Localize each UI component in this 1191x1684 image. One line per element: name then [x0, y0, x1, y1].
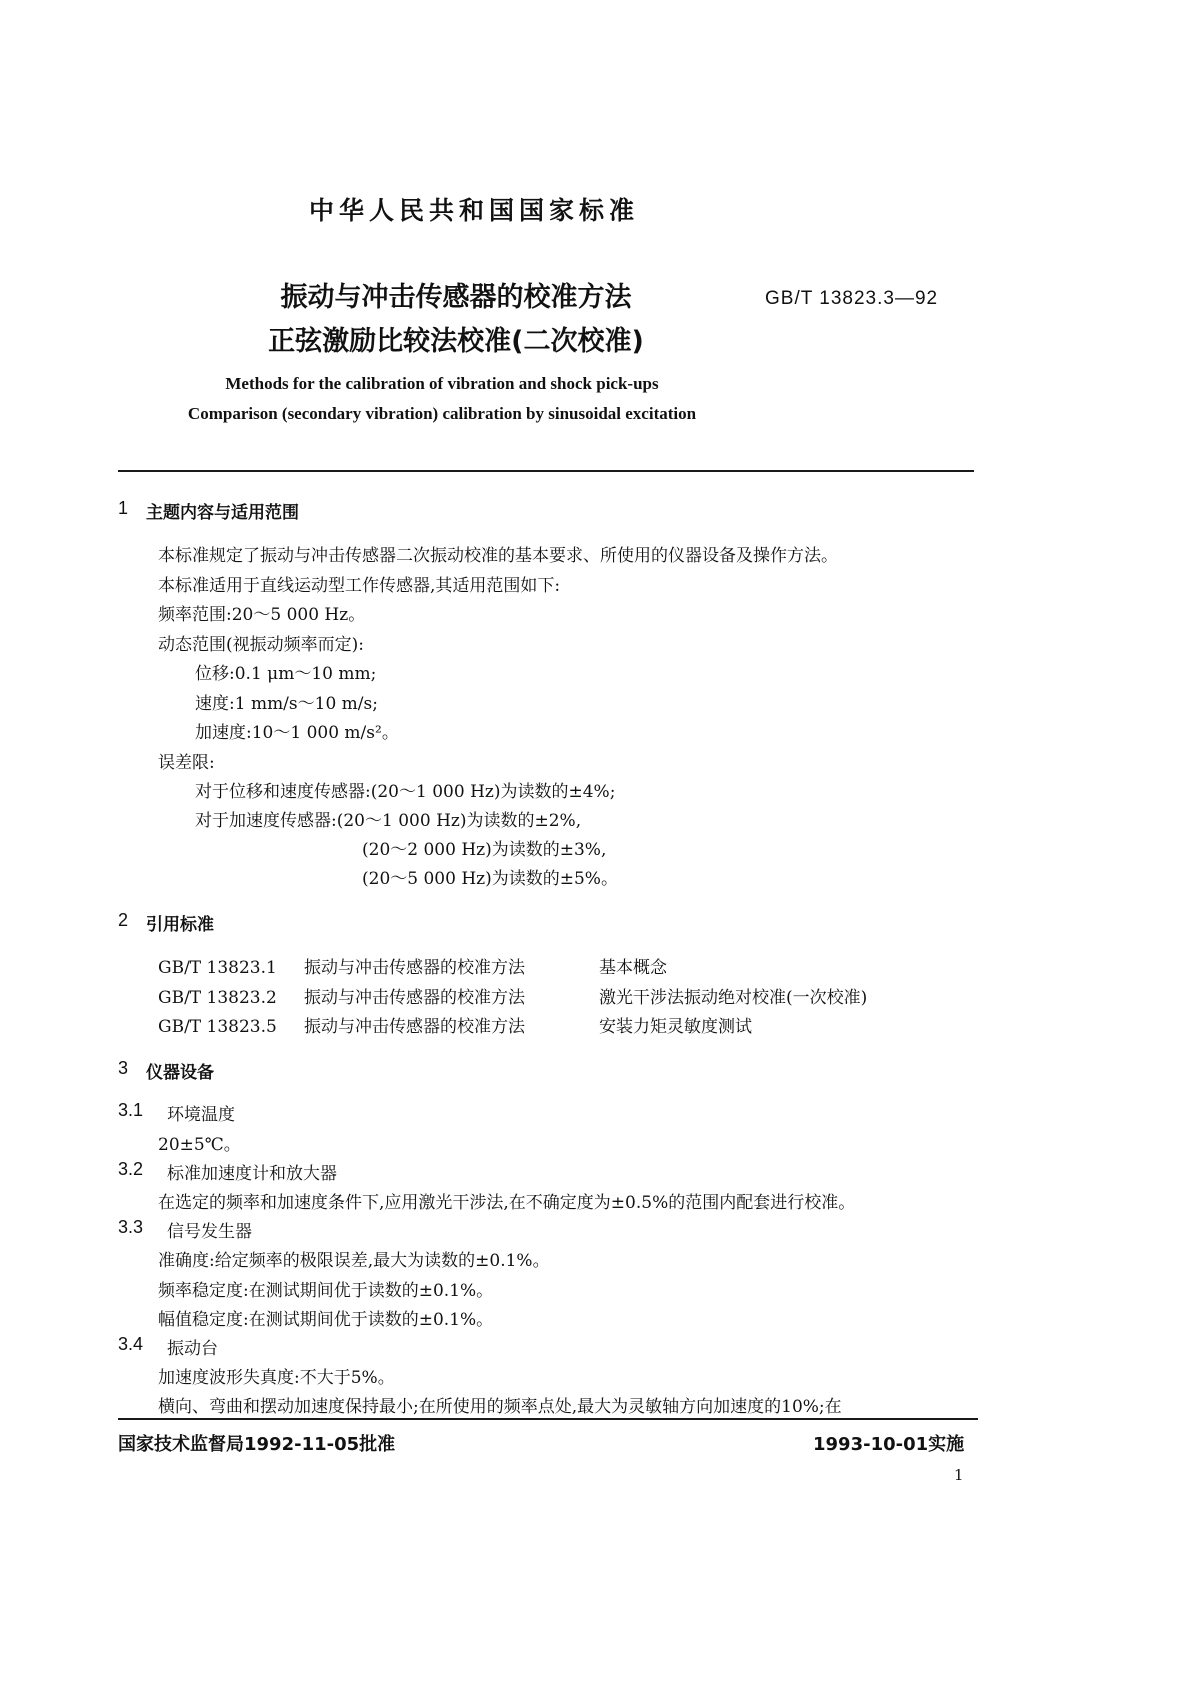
subsection-line: 加速度波形失真度:不大于5%。 — [158, 1368, 395, 1388]
subsection-title: 振动台 — [167, 1339, 218, 1359]
document-title-line1: 振动与冲击传感器的校准方法 — [280, 282, 632, 313]
header-divider — [118, 470, 974, 472]
section1-line: (20～2 000 Hz)为读数的±3%, — [362, 840, 607, 860]
effective-date: 1993-10-01实施 — [813, 1434, 965, 1455]
section1-line: 频率范围:20～5 000 Hz。 — [158, 605, 366, 625]
section1-line: (20～5 000 Hz)为读数的±5%。 — [362, 869, 618, 889]
subsection-line: 横向、弯曲和摆动加速度保持最小;在所使用的频率点处,最大为灵敏轴方向加速度的10%;在 — [158, 1397, 842, 1417]
reference-title: 振动与冲击传感器的校准方法 — [304, 958, 525, 978]
footer-divider — [118, 1418, 978, 1420]
section1-heading: 主题内容与适用范围 — [146, 503, 299, 523]
document-title-line2: 正弦激励比较法校准(二次校准) — [268, 326, 644, 357]
section3-number: 3 — [118, 1058, 129, 1078]
subsection-title: 标准加速度计和放大器 — [167, 1164, 337, 1184]
section3-heading: 仪器设备 — [146, 1063, 214, 1083]
section1-line: 速度:1 mm/s～10 m/s; — [195, 694, 378, 714]
section1-line: 对于加速度传感器:(20～1 000 Hz)为读数的±2%, — [195, 811, 582, 831]
reference-subtitle: 安装力矩灵敏度测试 — [599, 1017, 752, 1037]
reference-item — [158, 983, 867, 1008]
section1-line: 本标准适用于直线运动型工作传感器,其适用范围如下: — [158, 576, 561, 596]
section1-line: 位移:0.1 μm～10 mm; — [195, 664, 377, 684]
section1-number: 1 — [118, 498, 129, 518]
subsection-line: 在选定的频率和加速度条件下,应用激光干涉法,在不确定度为±0.5%的范围内配套进行校准。 — [158, 1193, 856, 1213]
section1-line: 误差限: — [158, 753, 215, 773]
subsection-line: 幅值稳定度:在测试期间优于读数的±0.1%。 — [158, 1310, 494, 1330]
reference-title: 振动与冲击传感器的校准方法 — [304, 1017, 525, 1037]
section1-line: 对于位移和速度传感器:(20～1 000 Hz)为读数的±4%; — [195, 782, 616, 802]
subsection-line: 准确度:给定频率的极限误差,最大为读数的±0.1%。 — [158, 1251, 550, 1271]
standard-number: GB/T 13823.3—92 — [765, 288, 939, 309]
section1-line: 动态范围(视振动频率而定): — [158, 635, 364, 655]
page-number: 1 — [954, 1466, 964, 1484]
subsection-title: 信号发生器 — [167, 1222, 252, 1242]
reference-title: 振动与冲击传感器的校准方法 — [304, 988, 525, 1008]
reference-item — [158, 953, 667, 978]
reference-subtitle: 基本概念 — [599, 958, 667, 978]
english-title-line1: Methods for the calibration of vibration and shock pick-ups — [225, 374, 659, 393]
subsection-title: 环境温度 — [167, 1105, 235, 1125]
reference-subtitle: 激光干涉法振动绝对校准(一次校准) — [599, 988, 868, 1008]
subsection-number: 3.3 — [118, 1217, 144, 1237]
subsection-number: 3.1 — [118, 1100, 144, 1120]
subsection-line: 20±5℃。 — [158, 1135, 241, 1155]
section2-number: 2 — [118, 910, 129, 930]
reference-code: GB/T 13823.2 — [158, 988, 277, 1008]
reference-code: GB/T 13823.1 — [158, 958, 277, 978]
national-standard-title: 中华人民共和国国家标准 — [308, 196, 639, 225]
section1-line: 加速度:10～1 000 m/s²。 — [195, 723, 399, 743]
subsection-number: 3.4 — [118, 1334, 144, 1354]
section1-line: 本标准规定了振动与冲击传感器二次振动校准的基本要求、所使用的仪器设备及操作方法。 — [158, 546, 838, 566]
english-title-line2: Comparison (secondary vibration) calibration by sinusoidal excitation — [187, 404, 697, 423]
reference-code: GB/T 13823.5 — [158, 1017, 277, 1037]
approval-note: 国家技术监督局1992-11-05批准 — [118, 1434, 396, 1455]
section2-heading: 引用标准 — [146, 915, 214, 935]
reference-item — [158, 1012, 752, 1037]
subsection-line: 频率稳定度:在测试期间优于读数的±0.1%。 — [158, 1281, 494, 1301]
subsection-number: 3.2 — [118, 1159, 144, 1179]
